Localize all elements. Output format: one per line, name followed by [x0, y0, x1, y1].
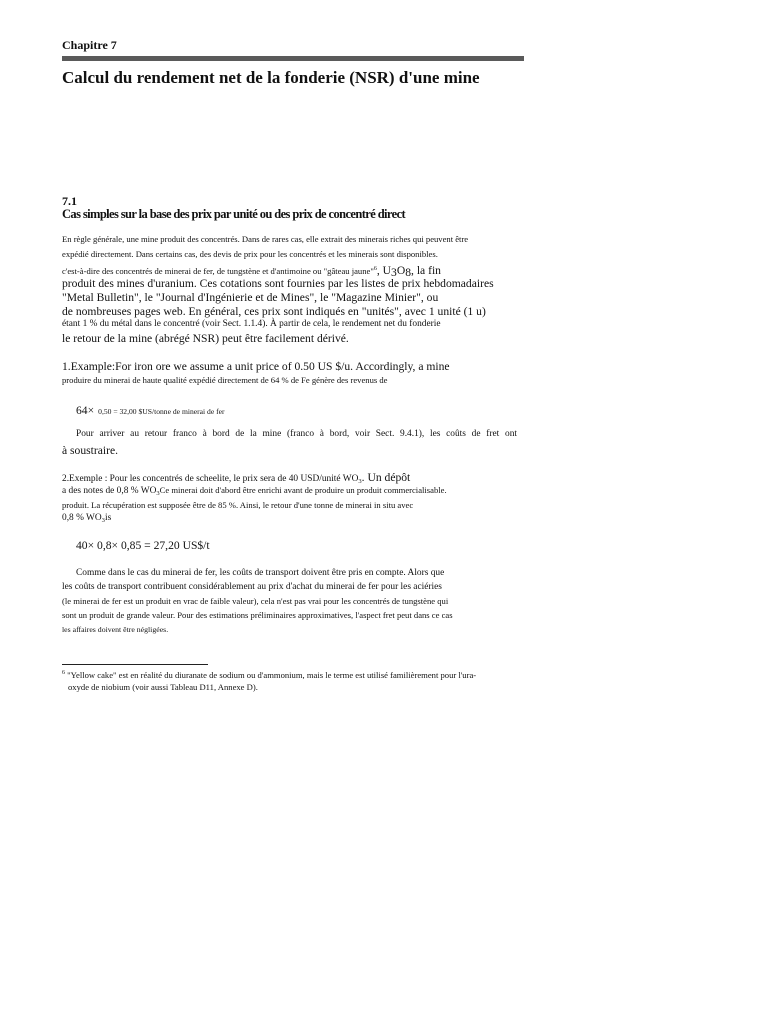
intro-line-3b: , U [376, 264, 392, 277]
example1-line-4: à soustraire. [62, 444, 119, 457]
example2-line-4b: is [104, 513, 112, 523]
intro-line-5: "Metal Bulletin", le "Journal d'Ingénierie et de Mines", le "Magazine Minier", ou [62, 291, 439, 304]
example2-line-3: produit. La récupération est supposée être de 85 %. Ainsi, le retour d'une tonne de minerai in situ avec [62, 500, 414, 510]
intro-line-3c: O [396, 264, 406, 277]
section-title: Cas simples sur la base des prix par unité ou des prix de concentré direct [62, 207, 406, 221]
example1-formula-a: 64× [76, 404, 95, 417]
chapter-label: Chapitre 7 [62, 38, 117, 52]
example2-line-2b: Ce minerai doit d'abord être enrichi avant de produire un produit commercialisable. [159, 485, 447, 495]
example1-line-2: produire du minerai de haute qualité expédié directement de 64 % de Fe génère des revenus de [62, 375, 388, 385]
example2-sub-2: 3 [156, 490, 160, 497]
intro-line-4: produit des mines d'uranium. Ces cotations sont fournies par les listes de prix hebdomadaires [62, 277, 494, 290]
section-number: 7.1 [62, 194, 77, 208]
example1-formula [76, 401, 225, 419]
chapter-divider [62, 56, 524, 61]
closing-line-2: les coûts de transport contribuent considérablement au prix d'achat du minerai de fer pour les aciéries [62, 582, 442, 592]
intro-line-8: le retour de la mine (abrégé NSR) peut être facilement dérivé. [62, 332, 349, 345]
example2-line-1 [62, 471, 410, 486]
example1-formula-b: 0,50 = 32,00 $US/tonne de minerai de fer [98, 407, 225, 416]
example1-line-3: Pour arriver au retour franco à bord de la mine (franco à bord, voir Sect. 9.4.1), les coûts de fret ont [76, 429, 517, 439]
closing-line-1: Comme dans le cas du minerai de fer, les coûts de transport doivent être pris en compte. Alors que [76, 568, 445, 578]
closing-line-5: les affaires doivent être négligées. [62, 625, 169, 634]
footnote-text-1: "Yellow cake" est en réalité du diuranate de sodium ou d'ammonium, mais le terme est utilisé familièrement pour l'ura- [67, 670, 477, 680]
example2-line-4 [62, 513, 111, 525]
footnote-line-2: oxyde de niobium (voir aussi Tableau D11, Annexe D). [68, 682, 258, 692]
footnote-line-1 [62, 670, 476, 680]
chapter-title: Calcul du rendement net de la fonderie (NSR) d'une mine [62, 68, 480, 87]
intro-line-7: étant 1 % du métal dans le concentré (voir Sect. 1.1.4). À partir de cela, le rendement net du fonderie [62, 319, 441, 329]
example2-line-2a: a des notes de 0,8 % WO [62, 486, 157, 496]
example2-sub-1: 3 [358, 478, 362, 485]
intro-line-3a: c'est-à-dire des concentrés de minerai de fer, de tungstène et d'antimoine ou "gâteau jaune" [62, 266, 374, 276]
example2-line-2 [62, 485, 447, 498]
example2-line-1a: 2.Exemple : Pour les concentrés de scheelite, le prix sera de 40 USD/unité WO [62, 474, 359, 484]
example2-line-1b: . Un dépôt [361, 471, 411, 484]
example1-line-1: 1.Example:For iron ore we assume a unit price of 0.50 US $/u. Accordingly, a mine [62, 360, 450, 373]
example2-formula: 40× 0,8× 0,85 = 27,20 US$/t [76, 539, 210, 552]
intro-line-6: de nombreuses pages web. En général, ces prix sont indiqués en "unités", avec 1 unité (1 u) [62, 305, 486, 318]
intro-sub-2: 8 [405, 266, 412, 279]
example2-line-4a: 0,8 % WO [62, 513, 102, 523]
closing-line-3: (le minerai de fer est un produit en vrac de faible valeur), cela n'est pas vrai pour les concentrés de tungstène qui [62, 596, 449, 606]
footnote-ref: 6 [373, 266, 377, 272]
intro-sub-1: 3 [391, 266, 397, 279]
intro-line-2: expédié directement. Dans certains cas, des devis de prix pour les concentrés et les minerais sont disponibles. [62, 249, 438, 259]
footnote-divider [62, 664, 208, 665]
intro-line-3d: , la fin [411, 264, 441, 277]
footnote-mark: 6 [62, 670, 66, 676]
closing-line-4: sont un produit de grande valeur. Pour des estimations préliminaires approximatives, l'aspect fret peut dans ce cas [62, 610, 453, 620]
example2-sub-3: 3 [101, 517, 105, 524]
intro-line-1: En règle générale, une mine produit des concentrés. Dans de rares cas, elle extrait des minerais riches qui peuvent être [62, 234, 469, 244]
